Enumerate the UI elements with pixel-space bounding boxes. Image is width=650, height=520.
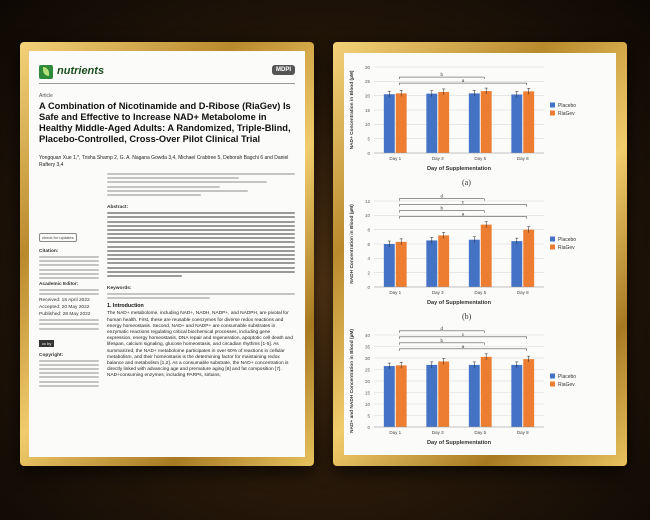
bar-placebo-day-5 (469, 93, 480, 153)
bar-placebo-day-3 (426, 240, 437, 287)
bar-placebo-day-1 (384, 366, 395, 427)
chart-a (344, 57, 616, 177)
legend-swatch-placebo (550, 374, 555, 379)
legend-swatch-riagev (550, 245, 555, 250)
legend-swatch-riagev (550, 111, 555, 116)
bar-placebo-day-1 (384, 244, 395, 287)
accepted-date: Accepted: 20 May 2022 (39, 305, 90, 311)
x-tick-label: Day 8 (516, 290, 529, 295)
header-divider (39, 83, 295, 84)
y-tick-label: 10 (364, 122, 370, 128)
chart-a-caption: (a) (462, 178, 471, 187)
journal-name: nutrients (57, 65, 105, 77)
significance-label: b (440, 205, 444, 211)
bar-riagev-day-8 (523, 359, 534, 427)
y-tick-label: 4 (367, 256, 370, 262)
bar-placebo-day-8 (511, 241, 522, 287)
check-updates-badge[interactable]: check for updates (39, 233, 77, 242)
x-tick-label: Day 5 (474, 290, 487, 295)
legend-label-placebo: Placebo (558, 374, 577, 380)
y-tick-label: 5 (367, 413, 370, 419)
bar-riagev-day-3 (438, 361, 449, 427)
y-tick-label: 0 (367, 150, 370, 156)
significance-label: a (461, 343, 465, 349)
x-axis-label: Day of Supplementation (426, 440, 492, 446)
chart-b-caption: (b) (462, 312, 472, 321)
bar-placebo-day-8 (511, 95, 522, 153)
y-tick-label: 0 (367, 424, 370, 430)
bar-riagev-day-5 (481, 225, 492, 287)
paper-authors: Yongquan Xue 1,*, Trisha Shamp 2, G. A. Nagana Gowda 3,4, Michael Crabtree 5, Deborah Bagchi 6 and Daniel Raftery 3,4 (39, 155, 289, 168)
y-tick-label: 15 (364, 390, 370, 396)
bar-riagev-day-3 (438, 92, 449, 153)
journal-logo-icon (39, 65, 53, 79)
y-tick-label: 20 (364, 378, 370, 384)
significance-label: b (440, 337, 444, 343)
legend-swatch-placebo (550, 103, 555, 108)
significance-bracket (399, 211, 484, 213)
y-tick-label: 5 (367, 136, 370, 142)
y-axis-label: NAD+ and NADH Concentration in Blood (µM) (350, 329, 355, 433)
chart-b-svg (344, 191, 594, 311)
introduction-text: The NAD+ metabolome, including NAD+, NADH, NADP+, and NADPH, are pivotal for human health. First, these are reusable coenzymes for diverse redox reactions and energy homeostasis. Second, NAD+ and NADP+ are consumable substrates in enzymatic reactions regulating critical biochemical processes, including gene expression, energy homeostasis, DNA repair and regeneration, apoptotic cell death and lifespan, calcium signaling, glucose homeostasis, and circadian rhythms [1-5]. As summarized, the NAD+ metabolome participates in over 60% of reactions in cellular metabolism, and their homeostasis is the determining factor for maintaining redox balance and metabolism [1,2]. As a consumable substrate, the NAD+ concentration is directly linked with advancing age and premature aging [6] and fat composition [7]. NAD+consuming enzymes, including PARPs, sirtuins, (107, 311, 293, 379)
received-date: Received: 18 April 2022 (39, 298, 90, 304)
keywords-label: Keywords: (107, 286, 132, 292)
bar-placebo-day-8 (511, 365, 522, 427)
legend-label-riagev: RiaGev (558, 382, 575, 388)
chart-c-svg (344, 325, 594, 451)
y-tick-label: 25 (364, 79, 370, 85)
y-tick-label: 12 (364, 198, 370, 204)
y-tick-label: 30 (364, 355, 370, 361)
y-tick-label: 2 (367, 270, 370, 276)
y-tick-label: 30 (364, 64, 370, 70)
x-tick-label: Day 5 (474, 430, 487, 435)
publisher-logo: MDPI (272, 65, 295, 75)
main-column (107, 173, 295, 447)
abstract-label: Abstract: (107, 205, 129, 211)
significance-bracket (399, 205, 527, 207)
y-tick-label: 20 (364, 93, 370, 99)
bar-riagev-day-1 (396, 242, 407, 287)
x-axis-label: Day of Supplementation (426, 166, 492, 172)
paper-title: A Combination of Nicotinamide and D-Ribose (RiaGev) Is Safe and Effective to Increase NAD+ Metabolome in Healthy Middle-Aged Adults: A Randomized, Triple-Blind, Placebo-Controlled, Cross-Over Pilot Clinical Trial (39, 101, 291, 144)
legend-swatch-placebo (550, 237, 555, 242)
introduction-heading: 1. Introduction (107, 303, 144, 310)
y-tick-label: 40 (364, 332, 370, 338)
bar-riagev-day-5 (481, 357, 492, 427)
x-tick-label: Day 5 (474, 156, 487, 161)
significance-label: d (440, 193, 444, 199)
chart-b (344, 191, 616, 311)
significance-bracket (399, 77, 484, 79)
y-tick-label: 35 (364, 344, 370, 350)
significance-bracket (399, 343, 484, 345)
x-tick-label: Day 8 (516, 430, 529, 435)
journal-header (39, 61, 295, 83)
y-tick-label: 15 (364, 107, 370, 113)
y-tick-label: 6 (367, 241, 370, 247)
y-axis-label: NADH Concentration in Blood (µM) (350, 204, 355, 284)
legend-label-placebo: Placebo (558, 103, 577, 109)
x-tick-label: Day 1 (389, 430, 402, 435)
published-date: Published: 28 May 2022 (39, 312, 91, 318)
significance-bracket (399, 337, 527, 339)
x-axis-label: Day of Supplementation (426, 300, 492, 306)
significance-label: c (461, 199, 465, 205)
bar-placebo-day-3 (426, 94, 437, 153)
chart-a-svg (344, 57, 594, 177)
article-type: Article (39, 93, 53, 99)
legend-label-riagev: RiaGev (558, 111, 575, 117)
bar-riagev-day-3 (438, 235, 449, 287)
citation-label: Citation: (39, 249, 59, 254)
y-axis-label: NAD+ Concentration in Blood (µM) (350, 70, 355, 150)
significance-label: c (461, 331, 465, 337)
bar-placebo-day-5 (469, 365, 480, 427)
x-tick-label: Day 8 (516, 156, 529, 161)
copyright-label: Copyright: (39, 352, 64, 358)
y-tick-label: 0 (367, 284, 370, 290)
significance-bracket (399, 331, 484, 333)
significance-bracket (399, 199, 484, 201)
bar-placebo-day-5 (469, 240, 480, 287)
x-tick-label: Day 1 (389, 290, 402, 295)
x-tick-label: Day 1 (389, 156, 402, 161)
significance-bracket (399, 349, 527, 351)
bar-riagev-day-1 (396, 93, 407, 153)
x-tick-label: Day 3 (431, 290, 444, 295)
significance-label: b (440, 72, 444, 78)
significance-label: d (440, 325, 444, 331)
y-tick-label: 8 (367, 227, 370, 233)
legend-swatch-riagev (550, 382, 555, 387)
figure-page (344, 53, 616, 455)
significance-bracket (399, 217, 527, 219)
chart-c (344, 325, 616, 451)
y-tick-label: 25 (364, 367, 370, 373)
academic-editor-label: Academic Editor: (39, 281, 79, 287)
legend-label-placebo: Placebo (558, 237, 577, 243)
significance-label: a (461, 211, 465, 217)
bar-riagev-day-5 (481, 91, 492, 153)
legend-label-riagev: RiaGev (558, 245, 575, 251)
sidebar-metadata (39, 226, 99, 447)
significance-label: a (461, 78, 465, 84)
paper-page (29, 51, 305, 457)
bar-riagev-day-1 (396, 365, 407, 427)
bar-riagev-day-8 (523, 91, 534, 153)
bar-placebo-day-1 (384, 94, 395, 153)
y-tick-label: 10 (364, 213, 370, 219)
x-tick-label: Day 3 (431, 430, 444, 435)
bar-placebo-day-3 (426, 365, 437, 427)
x-tick-label: Day 3 (431, 156, 444, 161)
paper-frame (20, 42, 314, 466)
significance-bracket (399, 83, 527, 85)
figure-frame (333, 42, 627, 466)
bar-riagev-day-8 (523, 230, 534, 287)
y-tick-label: 10 (364, 401, 370, 407)
license-badge: cc by (39, 340, 54, 347)
